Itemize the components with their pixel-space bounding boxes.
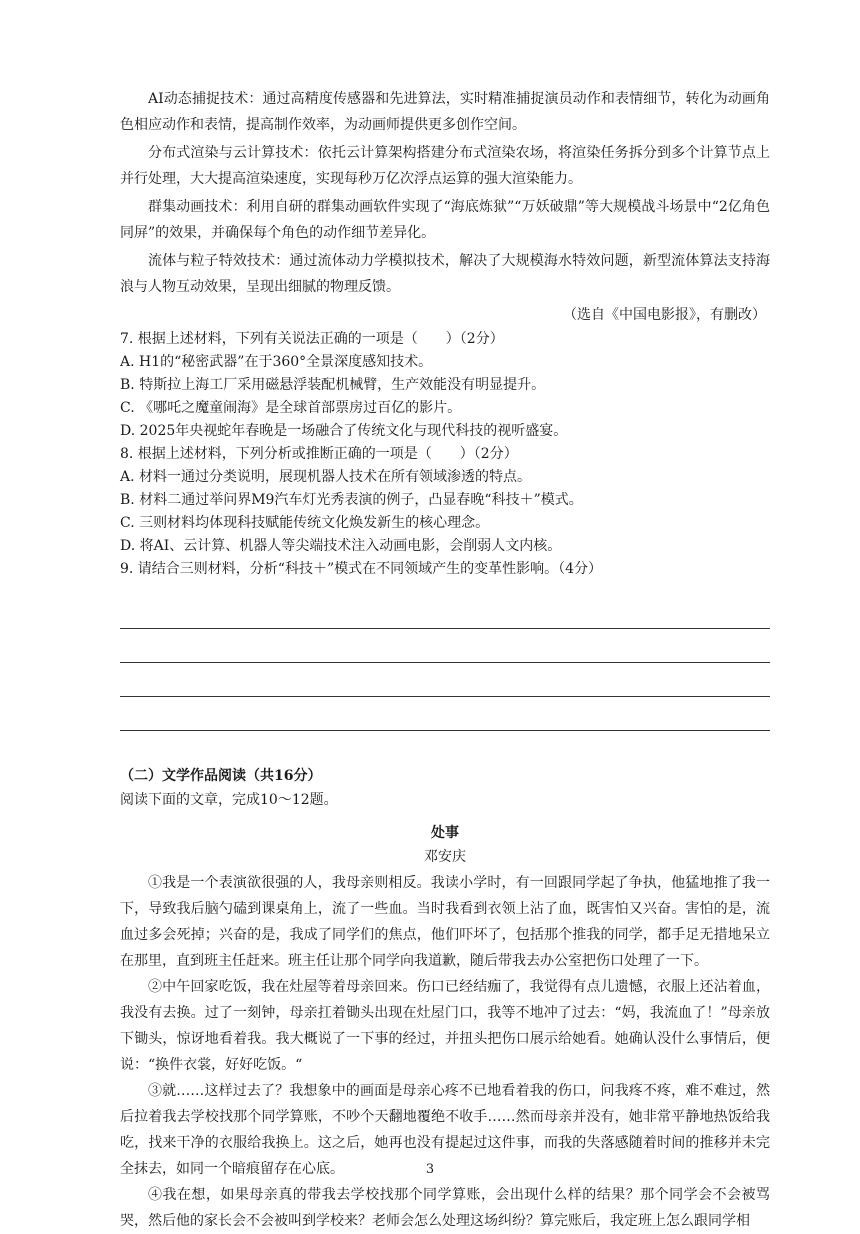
answer-line[interactable]	[120, 697, 770, 731]
question-7-option-a: A. H1的“秘密武器”在于360°全景深度感知技术。	[120, 354, 433, 370]
article-paragraph-4: ④我在想，如果母亲真的带我去学校找那个同学算账，会出现什么样的结果？那个同学会不会被骂哭，然后他的家长会不会被叫到学校来？老师会怎么处理这场纠纷？算完账后，我定班上怎么跟同学相	[120, 1187, 770, 1229]
question-8-option-d: D. 将AI、云计算、机器人等尖端技术注入动画电影，会削弱人文内核。	[120, 538, 562, 554]
section-2-instruction: 阅读下面的文章，完成10～12题。	[120, 792, 338, 808]
paragraph-distributed-rendering: 分布式渲染与云计算技术：依托云计算架构搭建分布式渲染农场，将渲染任务拆分到多个计算节点上并行处理，大大提高渲染速度，实现每秒万亿次浮点运算的强大渲染能力。	[120, 145, 770, 187]
question-7-option-c: C. 《哪吒之魔童闹海》是全球首部票房过百亿的影片。	[120, 400, 462, 416]
question-8-option-c: C. 三则材料均体现科技赋能传统文化焕发新生的核心理念。	[120, 515, 490, 531]
source-citation: （选自《中国电影报》，有删改）	[563, 307, 766, 323]
article-paragraph-2: ②中午回家吃饭，我在灶屋等着母亲回来。伤口已经结痂了，我觉得有点儿遗憾，衣服上还沾着血，我没有去换。过了一刻钟，母亲扛着锄头出现在灶屋门口，我等不地冲了过去：“妈，我流血了！”母亲放下锄头，惊讶地看着我。我大概说了一下事的经过，并扭头把伤口展示给她看。她确认没什么事情后，便说：“换件衣裳，好好吃饭。“	[120, 979, 770, 1073]
question-7-option-d: D. 2025年央视蛇年春晚是一场融合了传统文化与现代科技的视听盛宴。	[120, 423, 568, 439]
article-author: 邓安庆	[424, 849, 466, 865]
question-8-option-b: B. 材料二通过举问界M9汽车灯光秀表演的例子，凸显春晚“科技＋”模式。	[120, 492, 583, 508]
answer-area[interactable]	[120, 595, 770, 731]
answer-line[interactable]	[120, 663, 770, 697]
article-title: 处事	[431, 825, 459, 841]
question-7-option-b: B. 特斯拉上海工厂采用磁悬浮装配机械臂，生产效能没有明显提升。	[120, 377, 546, 393]
question-7-stem: 7. 根据上述材料，下列有关说法正确的一项是（ ）（2分）	[120, 331, 504, 347]
paragraph-ai-motion-capture: AI动态捕捉技术：通过高精度传感器和先进算法，实时精准捕捉演员动作和表情细节，转化为动画角色相应动作和表情，提高制作效率，为动画师提供更多创作空间。	[120, 91, 770, 133]
question-8-option-a: A. 材料一通过分类说明，展现机器人技术在所有领域渗透的特点。	[120, 469, 532, 485]
article-paragraph-1: ①我是一个表演欲很强的人，我母亲则相反。我读小学时，有一回跟同学起了争执，他猛地推了我一下，导致我后脑勺磕到课桌角上，流了一些血。当时我看到衣领上沾了血，既害怕又兴奋。害怕的是，流血过多会死掉；兴奋的是，我成了同学们的焦点，他们吓坏了，包括那个推我的同学，都手足无措地呆立在那里，直到班主任赶来。班主任让那个同学向我道歉，随后带我去办公室把伤口处理了一下。	[120, 875, 770, 969]
paragraph-fluid-particle: 流体与粒子特效技术：通过流体动力学模拟技术，解决了大规模海水特效问题，新型流体算法支持海浪与人物互动效果，呈现出细腻的物理反馈。	[120, 253, 770, 295]
page-content	[120, 86, 770, 1234]
question-9-stem: 9. 请结合三则材料，分析“科技＋”模式在不同领域产生的变革性影响。（4分）	[120, 561, 603, 577]
question-8-stem: 8. 根据上述材料，下列分析或推断正确的一项是（ ）（2分）	[120, 446, 518, 462]
article-paragraph-3: ③就……这样过去了？我想象中的画面是母亲心疼不已地看着我的伤口，问我疼不疼，难不难过，然后拉着我去学校找那个同学算账，不吵个天翻地覆绝不收手……然而母亲并没有，她非常平静地热饭给我吃，找来干净的衣服给我换上。这之后，她再也没有提起过这件事，而我的失落感随着时间的推移并未完全抹去，如同一个暗痕留存在心底。	[120, 1083, 770, 1177]
section-2-title: （二）文学作品阅读（共16分）	[120, 768, 322, 784]
answer-line[interactable]	[120, 629, 770, 663]
page-number: 3	[425, 1162, 435, 1177]
paragraph-crowd-animation: 群集动画技术：利用自研的群集动画软件实现了“海底炼狱”“万妖破鼎”等大规模战斗场景中“2亿角色同屏”的效果，并确保每个角色的动作细节差异化。	[120, 199, 770, 241]
answer-line[interactable]	[120, 595, 770, 629]
